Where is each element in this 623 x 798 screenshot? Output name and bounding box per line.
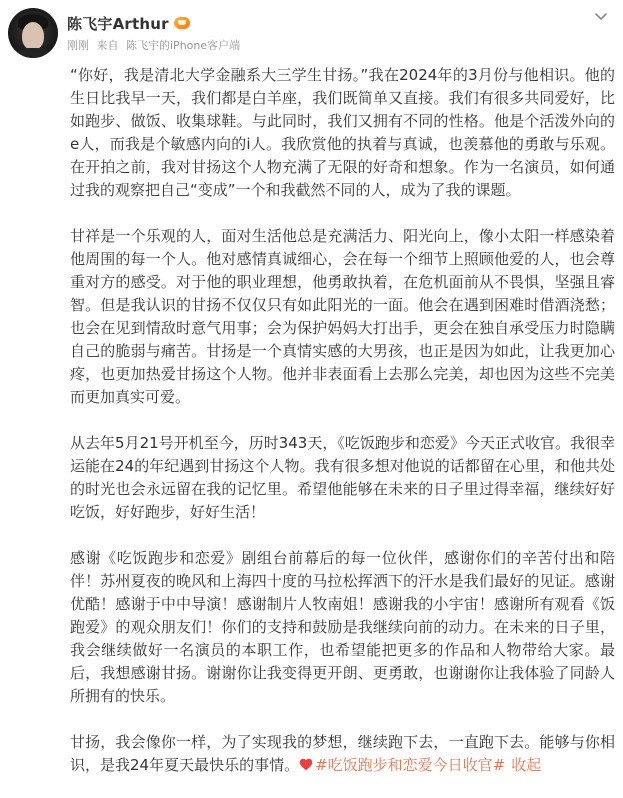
post-header: [0, 0, 623, 66]
post-paragraph-5-text: 甘扬，我会像你一样，为了实现我的梦想，继续跑下去，一直跑下去。能够与你相识，是我24年夏天最快乐的事情。: [70, 733, 615, 774]
avatar-body: [14, 48, 52, 58]
post-paragraph-2: 甘祥是一个乐观的人，面对生活他总是充满活力、阳光向上，像小太阳一样感染着他周围的每一个人。他对感情真诚细心，会在每一个细节上照顾他爱的人，也会尊重对方的感受。对于他的职业理想，他勇敢执着，在危机面前从不畏惧，坚强且睿智。但是我认识的甘扬不仅仅只有如此阳光的一面。他会在遇到困难时借酒浇愁；也会在见到情敌时意气用事；会为保护妈妈大打出手，更会在独自承受压力时隐瞒自己的脆弱与痛苦。甘扬是一个真情实感的大男孩，也正是因为如此，让我更加心疼，也更加热爱甘扬这个人物。他并非表面看上去那么完美，却也因为这些不完美而更加真实可爱。: [70, 227, 615, 406]
username-row: [67, 12, 190, 34]
post-paragraph-4: 感谢《吃饭跑步和恋爱》剧组台前幕后的每一位伙伴，感谢你们的辛苦付出和陪伴！苏州夏夜的晚风和上海四十度的马拉松挥洒下的汗水是我们最好的见证。感谢优酷！感谢于中中导演！感谢制片人牧南姐！感谢我的小宇宙！感谢所有观看《饭跑爱》的观众朋友们！你们的支持和鼓励是我继续向前的动力。在未来的日子里，我会继续做好一名演员的本职工作，也希望能把更多的作品和人物带给大家。最后，我想感谢甘扬。谢谢你让我变得更开朗、更勇敢，也谢谢你让我体验了同龄人所拥有的快乐。: [70, 549, 615, 705]
avatar[interactable]: [8, 8, 58, 58]
post-body: [70, 64, 615, 777]
post-source: 陈飞宇的iPhone客户端: [126, 39, 241, 52]
topic-link[interactable]: #吃饭跑步和恋爱今日收官#: [315, 756, 506, 774]
avatar-face: [22, 22, 44, 50]
post-meta: [67, 37, 240, 53]
crown-badge-icon[interactable]: [174, 17, 190, 29]
heart-icon: [299, 758, 313, 771]
post-time: 刚刚: [67, 39, 89, 52]
post-paragraph-5: [70, 731, 615, 777]
post-paragraph-1: “你好，我是清北大学金融系大三学生甘扬。”我在2024年的3月份与他相识。他的生日比我早一天，我们都是白羊座，我们既简单又直接。我们有很多共同爱好，比如跑步、做饭、收集球鞋。与此同时，我们又拥有不同的性格。他是个活泼外向的e人，而我是个敏感内向的i人。我欣赏他的执着与真诚，也羡慕他的勇敢与乐观。在开拍之前，我对甘扬这个人物充满了无限的好奇和想象。作为一名演员，如何通过我的观察把自己“变成”一个和我截然不同的人，成为了我的课题。: [70, 66, 615, 199]
collapse-link[interactable]: 收起: [511, 756, 542, 774]
username[interactable]: 陈飞宇Arthur: [67, 14, 169, 33]
chevron-down-icon[interactable]: [591, 6, 611, 26]
post-paragraph-3: 从去年5月21号开机至今，历时343天，《吃饭跑步和恋爱》今天正式收官。我很幸运能在24的年纪遇到甘扬这个人物。我有很多想对他说的话都留在心里，和他共处的时光也会永远留在我的记忆里。希望他能够在未来的日子里过得幸福，继续好好吃饭，好好跑步，好好生活！: [70, 434, 615, 521]
source-prefix: 来自: [96, 39, 119, 52]
